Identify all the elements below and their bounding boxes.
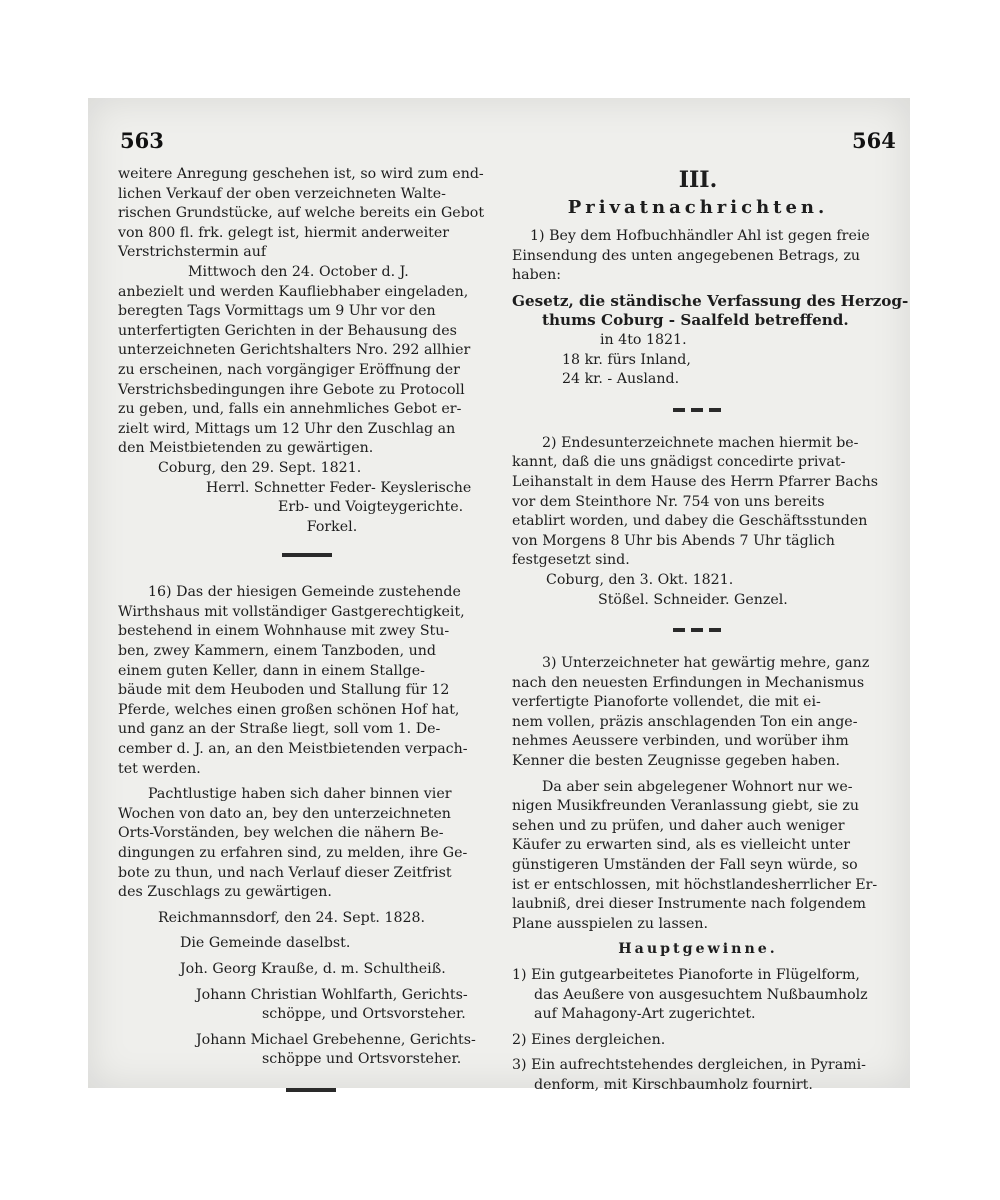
book-prices: 18 kr. fürs Inland, 24 kr. - Ausland.	[562, 351, 691, 388]
lease-signatory-1: Joh. Georg Krauße, d. m. Schultheiß.	[180, 960, 446, 977]
section-divider-end	[286, 1088, 336, 1092]
paragraph-auction-continued: weitere Anregung geschehen ist, so wird zum end- lichen Verkauf der oben verzeichneten Walte- rischen Grundstücke, auf welche bereits ein Gebot von 800 fl. frk. gelegt ist, hiermit anderweiter Verstrichstermin auf	[118, 166, 485, 261]
paragraph-auction-terms: anbezielt und werden Kaufliebhaber eingeladen, beregten Tags Vormittags um 9 Uhr vor den unterfertigten Gerichten in der Behausung des unterzeichneten Gerichtshalters Nro. 292 allhier zu erscheinen, nach vorgängiger Eröffnung der Verstrichsbedingungen ihre Gebote zu Protocoll zu geben, und, falls ein annehmliches Gebot er- zielt wird, Mittags um 12 Uhr den Zuschlag an den Meistbietenden zu gewärtigen.	[118, 283, 471, 457]
prizes-title: Hauptgewinne.	[618, 941, 778, 958]
notice-divider	[673, 408, 723, 412]
book-format: in 4to 1821.	[600, 331, 687, 348]
notice-1: 1) Bey dem Hofbuchhändler Ahl ist gegen freie Einsendung des unten angegebenen Betrags, zu haben:	[512, 228, 870, 284]
signature-name: Forkel.	[306, 518, 358, 535]
prize-1: 1) Ein gutgearbeitetes Pianoforte in Flügelform, das Aeußere von ausgesuchtem Nußbaumholz auf Mahagony-Art zugerichtet.	[512, 967, 868, 1023]
notice-2-place-date: Coburg, den 3. Okt. 1821.	[546, 571, 734, 588]
prize-3: 3) Ein aufrechtstehendes dergleichen, in Pyrami- denform, mit Kirschbaumholz fournirt.	[512, 1057, 866, 1093]
signature-court: Herrl. Schnetter Feder- Keyslerische Erb- und Voigteygerichte.	[206, 479, 472, 516]
paragraph-lease-terms: Pachtlustige haben sich daher binnen vier Wochen von dato an, bey den unterzeichneten Orts-Vorständen, bey welchen die nähern Be- dingungen zu erfahren sind, zu melden, ihre Ge- bote zu thun, und nach Verlauf dieser Zeitfrist des Zuschlags zu gewärtigen.	[118, 786, 468, 901]
left-column	[118, 165, 496, 1102]
notice-2: 2) Endesunterzeichnete machen hiermit be- kannt, daß die uns gnädigst concedirte privat- Leihanstalt in dem Hause des Herrn Pfarrer Bachs vor dem Steinthore Nr. 754 von uns bereits etablirt worden, und dabey die Geschäftsstunden von Morgens 8 Uhr bis Abends 7 Uhr täglich festgesetzt sind.	[512, 434, 879, 569]
page-number-left: 563	[120, 128, 164, 153]
lease-gemeinde: Die Gemeinde daselbst.	[180, 935, 351, 952]
notice-divider-2	[673, 628, 723, 632]
notice-3-continued: Da aber sein abgelegener Wohnort nur we- nigen Musikfreunden Veranlassung giebt, sie zu sehen und zu prüfen, und daher auch weniger Käufer zu erwarten sind, als es vielleicht unter günstigeren Umständen der Fall seyn würde, so ist er entschlossen, mit höchstlandesherrlicher Er- laubniß, drei dieser Instrumente nach folgendem Plane ausspielen zu lassen.	[512, 778, 878, 932]
page-number-right: 564	[852, 128, 896, 153]
right-column	[512, 165, 909, 1096]
notice-2-names: Stößel. Schneider. Genzel.	[598, 591, 788, 608]
paragraph-inn-lease: 16) Das der hiesigen Gemeinde zustehende Wirthshaus mit vollständiger Gastgerechtigkeit, bestehend in einem Wohnhause mit zwey Stu- ben, zwey Kammern, einem Tanzboden, und einem guten Keller, dann in einem Stallge- bäude mit dem Heuboden und Stallung für 12 Pferde, welches einen großen schönen Hof hat, und ganz an der Straße liegt, soll vom 1. De- cember d. J. an, an den Meistbietenden verpach- tet werden.	[118, 584, 468, 777]
lease-place-date: Reichmannsdorf, den 24. Sept. 1828.	[158, 909, 426, 926]
prize-2: 2) Eines dergleichen.	[512, 1031, 666, 1048]
section-title: Privatnachrichten.	[567, 197, 829, 218]
auction-date: Mittwoch den 24. October d. J.	[188, 263, 409, 280]
book-title: Gesetz, die ständische Verfassung des Herzog- thums Coburg - Saalfeld betreffend.	[512, 291, 909, 330]
section-number: III.	[678, 167, 718, 193]
lease-signatory-2: Johann Christian Wohlfarth, Gerichts- schöppe, und Ortsvorsteher.	[196, 986, 468, 1023]
notice-3: 3) Unterzeichneter hat gewärtig mehre, ganz nach den neuesten Erfindungen in Mechanismus verfertigte Pianoforte vollendet, die mit ei- nem vollen, präzis anschlagenden Ton ein ange- nehmes Aeussere verbinden, und worüber ihm Kenner die besten Zeugnisse gegeben haben.	[512, 655, 870, 770]
lease-signatory-3: Johann Michael Grebehenne, Gerichts- schöppe und Ortsvorsteher.	[196, 1031, 476, 1068]
signature-place-date: Coburg, den 29. Sept. 1821.	[158, 459, 362, 476]
section-divider	[282, 553, 332, 557]
